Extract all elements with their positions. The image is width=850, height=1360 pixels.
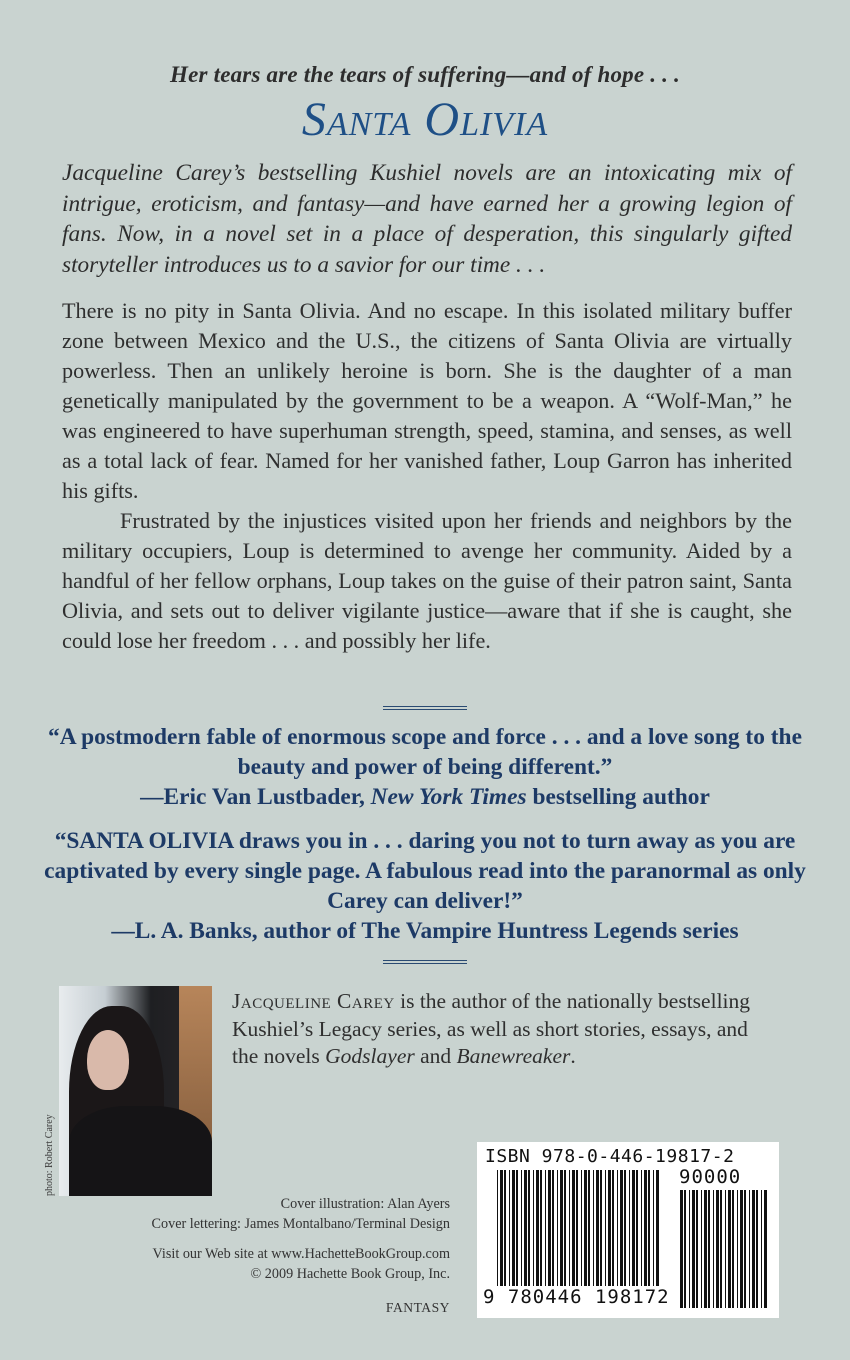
barcode-stripe — [572, 1170, 575, 1300]
divider-rule-bottom — [383, 960, 467, 964]
genre-label: FANTASY — [385, 1300, 450, 1315]
barcode-stripe — [596, 1170, 599, 1300]
publisher-credits — [152, 1195, 450, 1284]
barcode-stripe — [569, 1170, 570, 1300]
barcode-stripe — [620, 1170, 623, 1300]
isbn-number: ISBN 978-0-446-19817-2 — [485, 1146, 735, 1167]
barcode-stripe — [764, 1190, 767, 1308]
barcode-stripe — [540, 1170, 542, 1300]
barcode-stripe — [509, 1170, 510, 1300]
barcode-stripe — [720, 1190, 722, 1308]
description — [62, 296, 792, 656]
barcode-stripe — [497, 1170, 498, 1300]
barcode-stripe — [756, 1190, 758, 1308]
barcode-stripe — [605, 1170, 606, 1300]
barcode-stripe — [749, 1190, 750, 1308]
barcode-stripe — [696, 1190, 698, 1308]
barcode-stripe — [692, 1190, 695, 1308]
barcode-stripe — [536, 1170, 539, 1300]
barcode-stripe — [581, 1170, 582, 1300]
copyright-line: © 2009 Hachette Book Group, Inc. — [250, 1265, 450, 1282]
barcode-stripe — [725, 1190, 726, 1308]
barcode-stripe — [576, 1170, 578, 1300]
review-quote-2 — [40, 826, 810, 946]
barcode-stripe — [716, 1190, 719, 1308]
barcode-stripe — [564, 1170, 566, 1300]
barcode-stripe — [528, 1170, 530, 1300]
author-bio: Jacqueline Carey is the author of the nationally bestselling Kushiel’s Legacy series, as well as short stories, essays, and the novels Godslayer and Banewreaker. — [232, 989, 751, 1069]
barcode-stripe — [600, 1170, 602, 1300]
photo-credit: photo: Robert Carey — [44, 1114, 55, 1196]
divider-rule-top — [383, 706, 467, 710]
barcode-stripe — [533, 1170, 534, 1300]
barcode-stripe — [744, 1190, 746, 1308]
barcode-stripe — [689, 1190, 690, 1308]
barcode-stripe — [608, 1170, 611, 1300]
barcode-stripe — [740, 1190, 743, 1308]
blurb: Jacqueline Carey’s bestselling Kushiel novels are an intoxicating mix of intrigue, eroticism, and fantasy—and have earned her a growing legion of fans. Now, in a novel set in a place of desperation, this singularly gifted storyteller introduces us to a savior for our time . . . — [62, 160, 792, 278]
barcode-stripe — [512, 1170, 515, 1300]
ean-number: 9 780446 198172 — [483, 1286, 670, 1308]
barcode-stripe — [644, 1170, 647, 1300]
description-paragraph-1: There is no pity in Santa Olivia. And no escape. In this isolated military buffer zone between Mexico and the U.S., the citizens of Santa Olivia are virtually powerless. Then an unlikely heroine is born. She is the daughter of a man genetically manipulated by the government to be a weapon. A “Wolf-Man,” he was engineered to have superhuman strength, speed, stamina, and senses, as well as a total lack of fear. Named for her vanished father, Loup Garron has inherited his gifts. — [62, 298, 792, 503]
review-quote-1-text: “A postmodern fable of enormous scope and force . . . and a love song to the beauty and power of being different.” — [48, 724, 802, 780]
price-addon-bars — [680, 1190, 768, 1308]
barcode-stripe — [732, 1190, 734, 1308]
barcode-stripe — [524, 1170, 527, 1300]
barcode-stripe — [636, 1170, 638, 1300]
barcode-stripe — [752, 1190, 755, 1308]
barcode-stripe — [588, 1170, 590, 1300]
barcode-stripe — [552, 1170, 554, 1300]
barcode-stripe — [653, 1170, 654, 1300]
review-quote-2-text: “SANTA OLIVIA draws you in . . . daring you not to turn away as you are captivated by every single page. A fabulous read into the paranormal as only Carey can deliver!” — [44, 828, 806, 914]
barcode-stripe — [648, 1170, 650, 1300]
barcode-stripe — [593, 1170, 594, 1300]
barcode-stripe — [500, 1170, 503, 1300]
price-addon-number: 90000 — [679, 1166, 742, 1188]
barcode-stripe — [560, 1170, 563, 1300]
review-quote-1-attribution: —Eric Van Lustbader, New York Times bestselling author — [140, 784, 710, 810]
barcode-stripe — [624, 1170, 626, 1300]
barcode-stripe — [584, 1170, 587, 1300]
isbn-barcode — [477, 1142, 779, 1318]
barcode-stripe — [656, 1170, 659, 1300]
barcode-stripe — [521, 1170, 522, 1300]
barcode-stripe — [548, 1170, 551, 1300]
barcode-stripe — [761, 1190, 762, 1308]
barcode-stripe — [701, 1190, 702, 1308]
review-quote-2-attribution: —L. A. Banks, author of The Vampire Huntress Legends series — [111, 918, 739, 944]
barcode-stripe — [713, 1190, 714, 1308]
barcode-stripe — [632, 1170, 635, 1300]
barcode-stripe — [704, 1190, 707, 1308]
barcode-stripe — [612, 1170, 614, 1300]
barcode-stripe — [516, 1170, 518, 1300]
review-quote-1 — [40, 722, 810, 812]
barcode-stripe — [545, 1170, 546, 1300]
barcode-stripe — [708, 1190, 710, 1308]
description-paragraph-2: Frustrated by the injustices visited upon her friends and neighbors by the military occupiers, Loup is determined to avenge her community. Aided by a handful of her fellow orphans, Loup takes on the guise of their patron saint, Santa Olivia, and sets out to deliver vigilante justice—aware that if she is caught, she could lose her freedom . . . and possibly her life. — [62, 508, 792, 653]
barcode-stripe — [728, 1190, 731, 1308]
author-photo — [59, 986, 212, 1196]
cover-lettering-credit: Cover lettering: James Montalbano/Terminal Design — [151, 1215, 450, 1232]
barcode-stripe — [680, 1190, 683, 1308]
cover-illustration-credit: Cover illustration: Alan Ayers — [280, 1196, 450, 1212]
barcode-stripe — [557, 1170, 558, 1300]
book-title: Santa Olivia — [301, 93, 549, 146]
barcode-stripe — [737, 1190, 738, 1308]
barcode-stripe — [641, 1170, 642, 1300]
website-line: Visit our Web site at www.HachetteBookGroup.com — [152, 1246, 450, 1262]
barcode-stripe — [504, 1170, 506, 1300]
barcode-stripe — [617, 1170, 618, 1300]
tagline: Her tears are the tears of suffering—and of hope . . . — [170, 62, 680, 87]
barcode-stripe — [684, 1190, 686, 1308]
barcode-stripe — [629, 1170, 630, 1300]
barcode-bars — [497, 1170, 659, 1300]
